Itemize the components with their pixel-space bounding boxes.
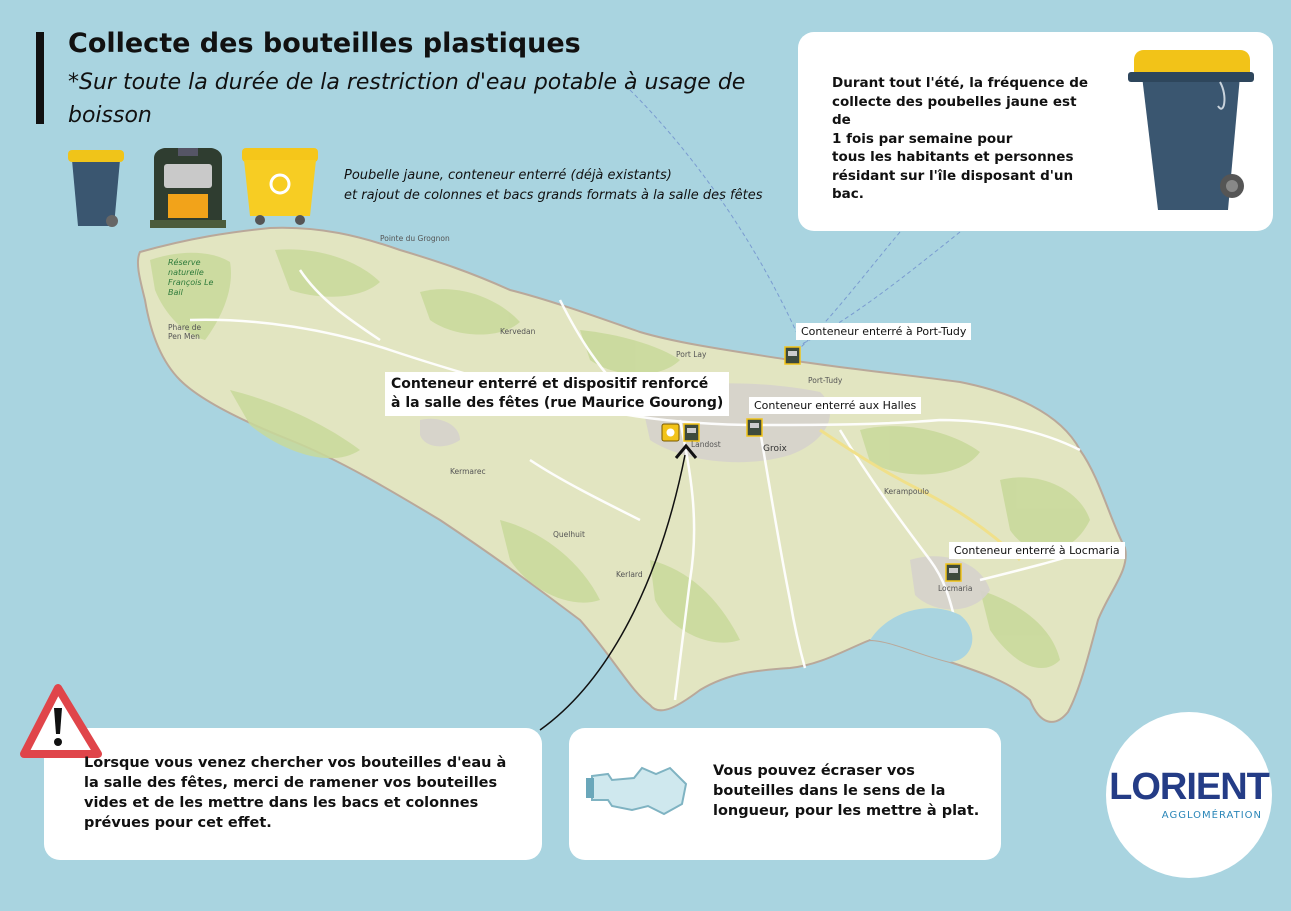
underground-container-icon <box>150 146 226 228</box>
wheelie-bin-icon <box>1128 46 1254 218</box>
tip-text: Vous pouvez écraser vos bouteilles dans le sens de la longueur, pour les mettre à plat. <box>713 763 980 819</box>
info-card-text: Durant tout l'été, la fréquence de collecte des poubelles jaune est de 1 fois par semaine pour tous les habitants et personnes résidant sur l'île disposant d'un bac. <box>832 75 1089 202</box>
large-yellow-bin-icon <box>238 146 322 228</box>
page-subtitle: *Sur toute la durée de la restriction d'eau potable à usage de boisson <box>68 70 746 128</box>
place-landost: Landost <box>691 440 721 449</box>
title-accent-bar <box>36 32 44 124</box>
place-locmaria: Locmaria <box>938 584 973 593</box>
place-kerlard: Kerlard <box>616 570 643 579</box>
place-phare: Phare de Pen Men <box>168 323 202 341</box>
warning-text: Lorsque vous venez chercher vos bouteilles d'eau à la salle des fêtes, merci de ramener vos bouteilles vides et de les mettre dans les bacs et colonnes prévues pour cet effet. <box>84 755 507 831</box>
place-kerampoulo: Kerampoulo <box>884 487 929 496</box>
bins-caption-line1: Poubelle jaune, conteneur enterré (déjà existants) <box>344 168 672 183</box>
place-reserve: Réserve naturelle François Le Bail <box>168 258 214 297</box>
crushed-bottle-icon <box>586 764 690 818</box>
island-shape <box>138 228 1126 722</box>
place-kervedan: Kervedan <box>500 327 536 336</box>
place-quelhuit: Quelhuit <box>553 530 585 539</box>
place-groix: Groix <box>763 444 787 454</box>
bins-caption <box>344 166 762 206</box>
label-halles: Conteneur enterré aux Halles <box>749 397 921 414</box>
wheelie-bin-icon <box>64 146 128 232</box>
bins-caption-line2: et rajout de colonnes et bacs grands formats à la salle des fêtes <box>344 188 763 203</box>
warning-triangle-icon <box>20 682 102 760</box>
place-port-tudy: Port-Tudy <box>808 376 843 385</box>
page-title: Collecte des bouteilles plastiques <box>68 28 581 59</box>
label-salle-des-fetes: Conteneur enterré et dispositif renforcé à la salle des fêtes (rue Maurice Gourong) <box>385 372 729 416</box>
lorient-logo-text: LORIENT <box>1109 766 1269 808</box>
label-port-tudy: Conteneur enterré à Port-Tudy <box>796 323 971 340</box>
place-port-lay: Port Lay <box>676 350 707 359</box>
lorient-logo-subtitle: AGGLOMÉRATION <box>1161 810 1262 821</box>
place-le-grognon: Pointe du Grognon <box>380 234 450 243</box>
label-locmaria: Conteneur enterré à Locmaria <box>949 542 1125 559</box>
place-kermarec: Kermarec <box>450 467 486 476</box>
